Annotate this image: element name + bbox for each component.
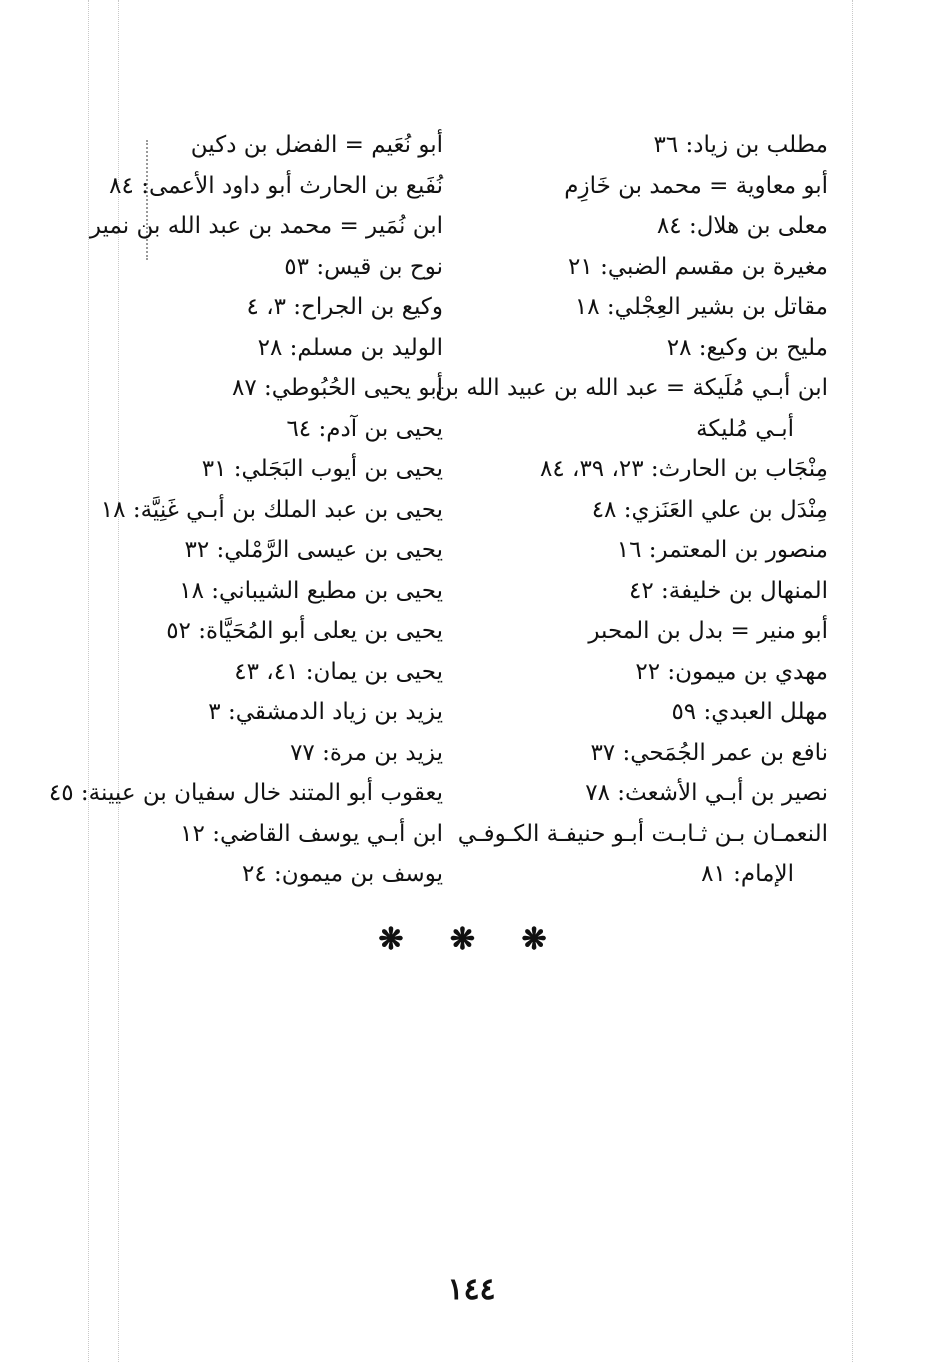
index-entry: نوح بن قيس: ٥٣	[284, 253, 443, 280]
index-entry: يحيى بن عيسى الرَّمْلي: ٣٢	[184, 537, 443, 563]
index-entry: وكيع بن الجراح: ٣، ٤	[246, 294, 443, 320]
index-entry-continuation: الإمام: ٨١	[701, 861, 794, 887]
index-entry: نصير بن أبـي الأشعث: ٧٨	[585, 780, 828, 806]
index-entry: أبو نُعَيم = الفضل بن دكين	[190, 132, 443, 158]
index-entry: النعمـان بـن ثـابـت أبـو حنيفـة الكـوفـي	[457, 820, 828, 847]
index-entry: مهلل العبدي: ٥٩	[671, 699, 828, 725]
index-entry: مِنْجَاب بن الحارث: ٢٣، ٣٩، ٨٤	[540, 456, 828, 482]
index-entry-continuation: أبـي مُليكة	[696, 415, 794, 442]
index-entry: مليح بن وكيع: ٢٨	[666, 334, 828, 361]
index-entry: ابن نُمَير = محمد بن عبد الله بن نمير	[89, 213, 443, 239]
index-entry: معلى بن هلال: ٨٤	[656, 213, 828, 239]
index-entry: يحيى بن يعلى أبو المُحَيَّاة: ٥٢	[166, 618, 443, 644]
index-entry: يحيى بن آدم: ٦٤	[286, 415, 443, 442]
index-entry: نُفَيع بن الحارث أبو داود الأعمى: ٨٤	[109, 172, 443, 199]
scan-edge-line	[88, 0, 89, 1362]
index-entry: يزيد بن زياد الدمشقي: ٣	[208, 699, 443, 725]
index-entry: ابن أبـي مُلَيكة = عبد الله بن عبيد الله بن	[435, 375, 828, 401]
index-column-left	[48, 125, 443, 895]
index-column-right	[435, 125, 828, 895]
page-number: ١٤٤	[447, 1272, 496, 1307]
index-entry: المنهال بن خليفة: ٤٢	[628, 577, 828, 604]
index-entry: يزيد بن مرة: ٧٧	[290, 739, 443, 766]
index-entry: ابن أبـي يوسف القاضي: ١٢	[180, 820, 443, 847]
index-entry: مقاتل بن بشير العِجْلي: ١٨	[574, 294, 828, 320]
index-entry: يحيى بن عبد الملك بن أبـي غَنِيَّة: ١٨	[100, 496, 443, 523]
index-entry: يحيى بن يمان: ٤١، ٤٣	[234, 658, 443, 685]
index-entry: يحيى بن مطيع الشيباني: ١٨	[179, 577, 443, 604]
index-entry: يعقوب أبو المتند خال سفيان بن عيينة: ٤٥	[48, 780, 443, 806]
index-entry: أبو منير = بدل بن المحبر	[588, 618, 828, 644]
index-entry: نافع بن عمر الجُمَحي: ٣٧	[590, 739, 828, 766]
index-entry: يوسف بن ميمون: ٢٤	[241, 861, 443, 887]
index-entry: مهدي بن ميمون: ٢٢	[635, 658, 828, 685]
index-entry: مطلب بن زياد: ٣٦	[653, 132, 828, 158]
scan-edge-line	[852, 0, 853, 1362]
index-entry: أبو معاوية = محمد بن خَازِم	[564, 172, 828, 199]
index-entry: مِنْدَل بن علي العَنَزي: ٤٨	[591, 496, 828, 523]
index-entry: أبو يحيى الحُبُوطي: ٨٧	[232, 375, 443, 401]
index-entry: مغيرة بن مقسم الضبي: ٢١	[568, 253, 828, 280]
index-entry: يحيى بن أيوب البَجَلي: ٣١	[201, 456, 443, 482]
index-entry: الوليد بن مسلم: ٢٨	[257, 334, 443, 361]
index-entry: منصور بن المعتمر: ١٦	[616, 537, 828, 563]
section-separator: ❋ ❋ ❋	[378, 922, 565, 957]
